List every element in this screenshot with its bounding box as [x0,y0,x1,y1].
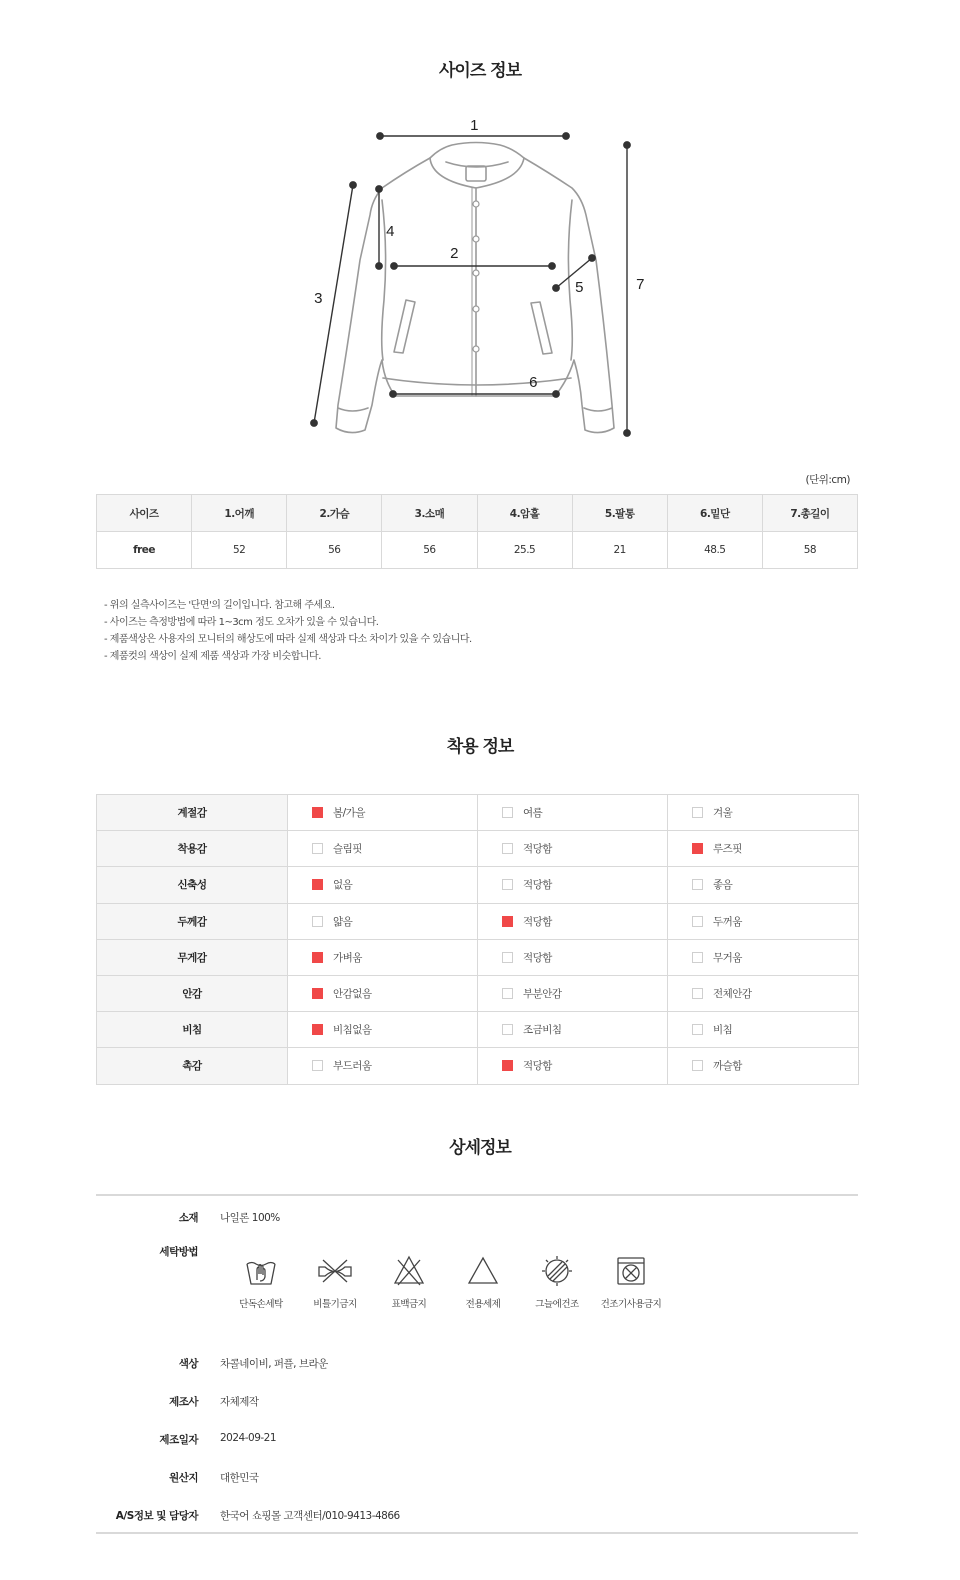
header-arm-width: 5.팔통 [572,495,667,532]
table-row [97,1012,859,1048]
checked-box-icon [312,879,323,890]
table-row [97,1048,859,1084]
table-row [97,831,859,867]
fit-option [478,1048,668,1084]
fit-option-label: 전체안감 [713,988,752,1001]
no-wring-label: 비틀기금지 [313,1299,357,1310]
header-chest: 2.가슴 [287,495,382,532]
label-3: 3 [314,290,322,307]
jacket-measurement-diagram [300,108,660,448]
fit-table [96,794,859,1085]
sleeve-cell: 56 [382,532,477,569]
unchecked-box-icon [692,1060,703,1071]
no-wring-icon [315,1254,355,1288]
fit-option [668,795,859,831]
unchecked-box-icon [692,988,703,999]
shade-dry-label: 그늘에건조 [535,1299,579,1310]
fit-option [288,867,478,903]
fit-option-label: 무거움 [713,951,742,964]
fit-row-label: 촉감 [97,1048,288,1084]
fit-option-label: 부분안감 [523,988,562,1001]
fit-option-label: 봄/가을 [333,807,365,820]
fit-option-label: 비침없음 [333,1024,372,1037]
unchecked-box-icon [502,879,513,890]
label-7: 7 [636,276,644,293]
no-tumble-dry-icon [614,1254,648,1288]
fit-option-label: 겨울 [713,807,733,820]
unchecked-box-icon [502,988,513,999]
table-row [97,975,859,1011]
checked-box-icon [312,952,323,963]
fit-option-label: 좋음 [713,879,733,892]
fit-option-label: 적당함 [523,1060,552,1073]
maker-value: 자체제작 [220,1396,259,1408]
wash-icons [224,1254,664,1314]
header-armhole: 4.암홀 [477,495,572,532]
fit-row-label: 안감 [97,975,288,1011]
fit-option [478,831,668,867]
note-line: - 제품컷의 색상이 실제 제품 색상과 가장 비슷합니다. [104,651,321,662]
fit-option [478,903,668,939]
table-row [97,795,859,831]
no-bleach-item [372,1254,446,1310]
size-cell: free [97,532,192,569]
origin-value: 대한민국 [220,1472,259,1484]
unchecked-box-icon [312,843,323,854]
table-row [97,532,858,569]
fit-option-label: 슬림핏 [333,843,362,856]
label-2: 2 [450,245,458,262]
checked-box-icon [502,1060,513,1071]
label-6: 6 [529,374,537,391]
fit-option [288,975,478,1011]
fit-option [478,975,668,1011]
fit-option-label: 두꺼움 [713,915,742,928]
date-label: 제조일자 [159,1434,198,1446]
fit-option-label: 여름 [523,807,543,820]
hand-wash-label: 단독손세탁 [239,1299,283,1310]
fit-option [668,831,859,867]
note-line: - 사이즈는 측정방법에 따라 1~3cm 정도 오차가 있을 수 있습니다. [104,617,379,628]
fit-option-label: 적당함 [523,843,552,856]
fit-option-label: 비침 [713,1024,733,1037]
unchecked-box-icon [692,1024,703,1035]
shoulder-cell: 52 [192,532,287,569]
date-value: 2024-09-21 [220,1432,277,1444]
color-label: 색상 [178,1358,198,1370]
fit-option [288,831,478,867]
fit-option [478,939,668,975]
no-tumble-dry-item [594,1254,668,1310]
wash-label: 세탁방법 [159,1246,198,1258]
origin-label: 원산지 [169,1472,198,1484]
checked-box-icon [312,807,323,818]
detail-table [96,1194,858,1534]
fit-option [288,795,478,831]
fit-option-label: 까슬함 [713,1060,742,1073]
unchecked-box-icon [692,952,703,963]
as-value: 한국어 쇼핑몰 고객센터/010-9413-4866 [220,1510,400,1522]
fit-option-label: 적당함 [523,951,552,964]
fit-row-label: 계절감 [97,795,288,831]
note-line: - 제품색상은 사용자의 모니터의 해상도에 따라 실제 색상과 다소 차이가 있을 수 있습니다. [104,634,472,645]
maker-label: 제조사 [169,1396,198,1408]
table-row [97,867,859,903]
fit-option [668,1048,859,1084]
fit-option-label: 가벼움 [333,951,362,964]
header-sleeve: 3.소매 [382,495,477,532]
detergent-item [446,1254,520,1310]
fit-option-label: 적당함 [523,879,552,892]
color-value: 차콜네이비, 퍼플, 브라운 [220,1358,328,1370]
unchecked-box-icon [692,807,703,818]
no-bleach-icon [392,1254,426,1288]
fit-row-label: 두께감 [97,903,288,939]
no-bleach-label: 표백금지 [391,1299,427,1310]
fit-option [668,867,859,903]
header-length: 7.총길이 [762,495,857,532]
header-hem: 6.밑단 [667,495,762,532]
no-tumble-dry-label: 건조기사용금지 [600,1299,662,1310]
fit-section-title: 착용 정보 [446,737,514,757]
shade-dry-icon [538,1254,576,1288]
as-label: A/S정보 및 담당자 [115,1510,198,1522]
unchecked-box-icon [312,916,323,927]
label-5: 5 [575,279,583,296]
fit-option [668,975,859,1011]
material-value: 나일론 100% [220,1212,280,1224]
unchecked-box-icon [502,952,513,963]
label-1: 1 [470,117,478,134]
unchecked-box-icon [692,916,703,927]
shade-dry-item [520,1254,594,1310]
header-shoulder: 1.어깨 [192,495,287,532]
checked-box-icon [502,916,513,927]
hand-wash-icon [244,1254,278,1288]
fit-option-label: 적당함 [523,915,552,928]
size-notes [104,597,472,665]
fit-option [668,1012,859,1048]
length-cell: 58 [762,532,857,569]
no-wring-item [298,1254,372,1310]
fit-option-label: 없음 [333,879,353,892]
fit-option [478,867,668,903]
checked-box-icon [692,843,703,854]
detail-section-title: 상세정보 [449,1138,511,1158]
fit-option [668,903,859,939]
hand-wash-item [224,1254,298,1310]
fit-row-label: 무게감 [97,939,288,975]
checked-box-icon [312,1024,323,1035]
material-label: 소재 [178,1212,198,1224]
unchecked-box-icon [692,879,703,890]
table-row [97,903,859,939]
size-section-title: 사이즈 정보 [438,61,522,81]
fit-option [288,1048,478,1084]
fit-option-label: 얇음 [333,915,353,928]
unchecked-box-icon [502,843,513,854]
fit-option [288,939,478,975]
size-table-header-row [97,495,858,532]
unchecked-box-icon [502,807,513,818]
fit-option [668,939,859,975]
hem-cell: 48.5 [667,532,762,569]
fit-row-label: 비침 [97,1012,288,1048]
table-row [97,939,859,975]
armhole-cell: 25.5 [477,532,572,569]
fit-option-label: 루즈핏 [713,843,742,856]
detergent-icon [466,1254,500,1288]
fit-option [478,1012,668,1048]
fit-option-label: 안감없음 [333,988,372,1001]
unit-label: (단위:cm) [805,474,850,486]
fit-option-label: 조금비침 [523,1024,562,1037]
note-line: - 위의 실측사이즈는 '단면'의 길이입니다. 참고해 주세요. [104,600,335,611]
fit-option [288,903,478,939]
header-size: 사이즈 [97,495,192,532]
chest-cell: 56 [287,532,382,569]
fit-option-label: 부드러움 [333,1060,372,1073]
fit-row-label: 착용감 [97,831,288,867]
checked-box-icon [312,988,323,999]
arm-width-cell: 21 [572,532,667,569]
label-4: 4 [386,223,394,240]
size-table [96,494,858,569]
unchecked-box-icon [312,1060,323,1071]
fit-option [288,1012,478,1048]
detergent-label: 전용세제 [465,1299,501,1310]
fit-row-label: 신축성 [97,867,288,903]
fit-option [478,795,668,831]
unchecked-box-icon [502,1024,513,1035]
